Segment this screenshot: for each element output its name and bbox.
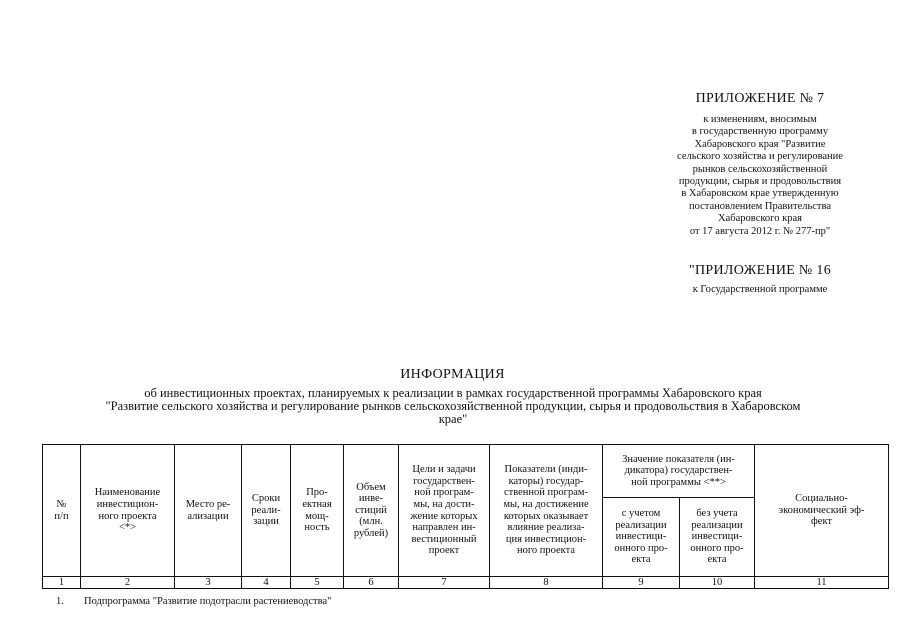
column-number: 7 [399,577,490,589]
document-subtitle-line: об инвестиционных проектах, планируемых к реализации в рамках государственной программы Хабаровского края [144,386,762,400]
appendix-line: Хабаровского края [718,213,802,225]
header-number: № п/п [43,445,81,577]
appendix-title: ПРИЛОЖЕНИЕ № 7 [695,91,825,106]
header-indicators: Показатели (инди- каторы) государ- ственной програм- мы, на достижение которых оказывает влияние реализа- ция инвестицион- ного проекта [490,445,603,577]
appendix-line: в Хабаровском крае утвержденную [681,188,839,200]
appendix-line: постановлением Правительства [688,200,831,212]
subprogram-title: Подпрограмма "Развитие подотрасли растениеводства" [84,596,332,607]
column-number: 8 [490,577,603,589]
column-number: 11 [755,577,889,589]
appendix-line: сельского хозяйства и регулирование [677,151,843,163]
subprogram-number: 1. [56,596,64,607]
document-title: ИНФОРМАЦИЯ [400,367,505,382]
column-number: 4 [242,577,291,589]
quoted-appendix-title: "ПРИЛОЖЕНИЕ № 16 [688,263,831,278]
header-project-name: Наименование инвестицион- ного проекта <*> [81,445,175,577]
header-capacity: Про- ектная мощ- ность [291,445,344,577]
appendix-text [600,114,905,238]
column-number: 3 [175,577,242,589]
document-subtitle-line: крае" [438,412,468,426]
appendix-line: от 17 августа 2012 г. № 277-пр" [689,225,831,237]
column-number: 9 [603,577,680,589]
column-number-row [43,577,889,589]
table-header-row [43,445,889,498]
document-subtitle [20,387,886,426]
document-subtitle-line: "Развитие сельского хозяйства и регулирование рынков сельскохозяйственной продукции, сырья и продовольствия в Хабаровском [105,399,801,413]
column-number: 1 [43,577,81,589]
appendix-line: рынков сельскохозяйственной [692,163,828,175]
quoted-appendix-subtitle: к Государственной программе [692,284,828,295]
appendix-line: Хабаровского края "Развитие [694,138,826,150]
appendix-line: продукции, сырья и продовольствия [678,176,842,188]
appendix-line: в государственную программу [691,126,829,138]
column-number: 5 [291,577,344,589]
column-number: 6 [344,577,399,589]
column-number: 2 [81,577,175,589]
header-with-project: с учетом реализации инвестици- онного про- екта [603,498,680,577]
header-indicator-value-group: Значение показателя (ин- дикатора) государствен- ной программы <**> [603,445,755,498]
header-socio-economic-effect: Социально- экономический эф- фект [755,445,889,577]
header-without-project: без учета реализации инвестици- онного про- екта [680,498,755,577]
column-number: 10 [680,577,755,589]
header-investment-volume: Объем инве- стиций (млн. рублей) [344,445,399,577]
header-timeline: Сроки реали- зации [242,445,291,577]
appendix-line: к изменениям, вносимым [703,114,817,125]
investment-projects-table [42,444,889,589]
header-goals: Цели и задачи государствен- ной програм- мы, на дости- жение которых направлен ин- вестиционный проект [399,445,490,577]
subprogram-row [56,596,331,607]
header-location: Место ре- ализации [175,445,242,577]
